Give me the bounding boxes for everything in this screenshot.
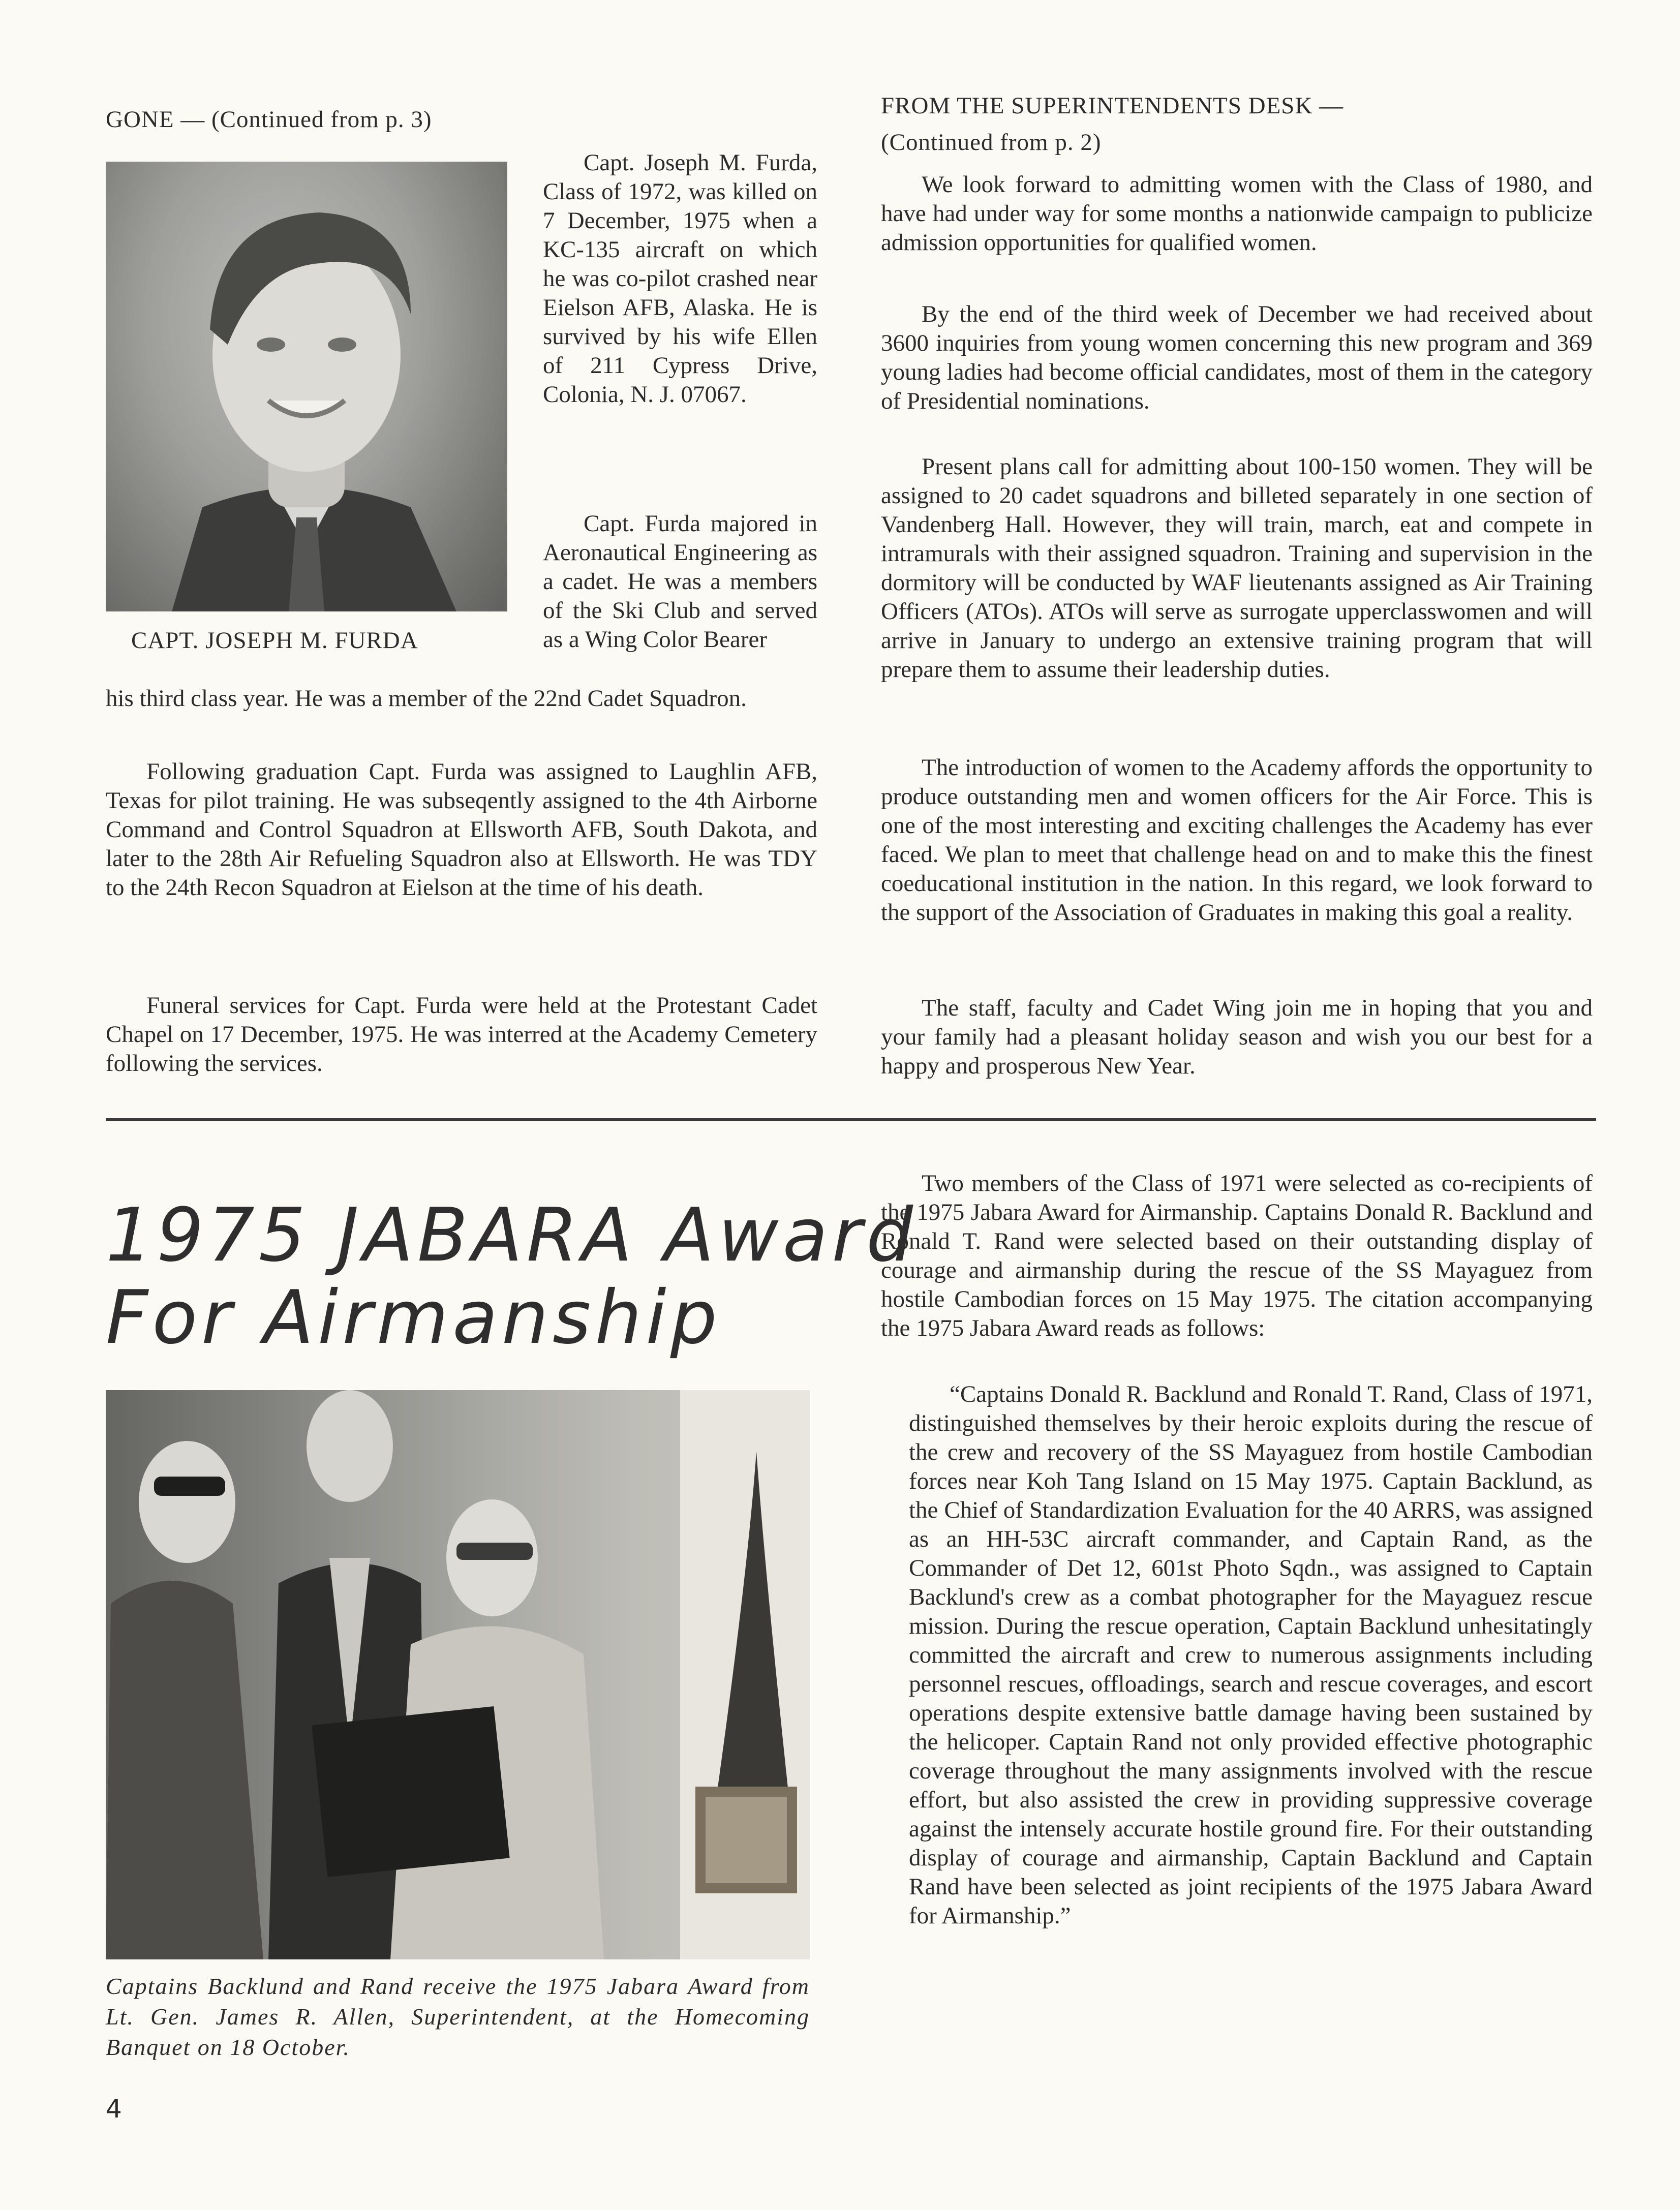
superintendent-paragraph-3: Present plans call for admitting about 100-150 women. They will be assigned to 20 cadet squadrons and billeted separately in one section of Vandenberg Hall. However, they will train, march, eat and compete in intramurals with their assigned squadron. Training and supervision in the dormitory will be conducted by WAF lieutenants assigned as Air Training Officers (ATOs). ATOs will serve as surrogate upperclasswomen and will arrive in January to undergo an extensive training program that will prepare them to assume their leadership duties. — [881, 453, 1593, 683]
jabara-photo-caption: Captains Backlund and Rand receive the 1975 Jabara Award from Lt. Gen. James R. Allen, Superintendent, at the Homecoming Banquet on 18 October. — [106, 1973, 810, 2060]
jabara-award-photo — [106, 1390, 810, 1959]
award-scene-silhouettes — [106, 1390, 810, 1959]
furda-portrait-photo — [106, 162, 507, 611]
jabara-citation-paragraph: “Captains Donald R. Backlund and Ronald T. Rand, Class of 1971, distinguished themselves by their heroic exploits during the rescue of the crew and recovery of the SS Mayaguez from hostile Cambodian forces near Koh Tang Island on 15 May 1975. Captain Backlund, as the Chief of Standardization Evaluation for the 40 ARRS, was assigned as an HH-53C aircraft commander, and Captain Rand, as the Commander of Det 12, 601st Photo Sqdn., was assigned to Captain Backlund's crew as a combat photographer for the Mayaguez rescue mission. During the rescue operation, Captain Backlund unhesitatingly committed the aircraft and crew to numerous assignments including personnel rescues, offloadings, search and rescue coverages, and escort operations despite extensive battle damage having been sustained by the helicoper. Captain Rand not only provided effective photographic coverage throughout the many assignments involved with the rescue effort, but also assisted the crew in providing suppressive coverage against the intensely accurate hostile ground fire. For their outstanding display of courage and airmanship, Captain Backlund and Captain Rand have been selected as joint recipients of the 1975 Jabara Award for Airmanship.” — [909, 1381, 1593, 1929]
furda-intro-paragraph: Capt. Joseph M. Furda, Class of 1972, was killed on 7 December, 1975 when a KC-135 aircraft on which he was co-pilot crashed near Eielson AFB, Alaska. He is survived by his wife Ellen of 211 Cypress Drive, Colonia, N. J. 07067. — [543, 149, 817, 408]
superintendent-kicker: FROM THE SUPERINTENDENTS DESK — — [881, 93, 1344, 119]
furda-assignments-paragraph: Following graduation Capt. Furda was assigned to Laughlin AFB, Texas for pilot training. He was subseqently assigned to the 4th Airborne Command and Control Squadron at Ellsworth AFB, South Dakota, and later to the 28th Air Refueling Squadron also at Ellsworth. He was TDY to the 24th Recon Squadron at Eielson at the time of his death. — [106, 758, 817, 901]
superintendent-paragraph-2: By the end of the third week of December we had received about 3600 inquiries from young women concerning this new program and 369 young ladies had become official candidates, most of them in the category of Presidential nominations. — [881, 301, 1593, 414]
superintendent-paragraph-4: The introduction of women to the Academy affords the opportunity to produce outstanding men and women officers for the Air Force. This is one of the most interesting and exciting challenges the Academy has ever faced. We plan to meet that challenge head on and to make this the finest coeducational institution in the nation. In this regard, we look forward to the support of the Association of Graduates in making this goal a reality. — [881, 754, 1593, 926]
superintendent-subkicker: (Continued from p. 2) — [881, 129, 1102, 156]
superintendent-paragraph-1: We look forward to admitting women with the Class of 1980, and have had under way for some months a nationwide campaign to publicize admission opportunities for qualified women. — [881, 171, 1593, 256]
portrait-silhouette — [106, 162, 507, 611]
furda-continuation-paragraph: his third class year. He was a member of the 22nd Cadet Squadron. — [106, 685, 747, 712]
section-divider — [106, 1118, 1596, 1121]
furda-funeral-paragraph: Funeral services for Capt. Furda were held at the Protestant Cadet Chapel on 17 December, 1975. He was interred at the Academy Cemetery following the services. — [106, 992, 817, 1077]
furda-major-paragraph: Capt. Furda majored in Aeronautical Engineering as a cadet. He was a members of the Ski Club and served as a Wing Color Bearer — [543, 510, 817, 653]
jabara-intro-paragraph: Two members of the Class of 1971 were selected as co-recipients of the 1975 Jabara Award for Airmanship. Captains Donald R. Backlund and Ronald T. Rand were selected based on their outstanding display of courage and airmanship during the rescue of the SS Mayaguez from hostile Cambodian forces on 15 May 1975. The citation accompanying the 1975 Jabara Award reads as follows: — [881, 1170, 1593, 1341]
jabara-headline-line-1: 1975 JABARA Award — [106, 1192, 918, 1278]
gone-kicker: GONE — (Continued from p. 3) — [106, 106, 432, 133]
furda-photo-caption: CAPT. JOSEPH M. FURDA — [131, 627, 418, 654]
page-number: 4 — [106, 2094, 122, 2124]
superintendent-paragraph-5: The staff, faculty and Cadet Wing join me in hoping that you and your family had a pleasant holiday season and wish you our best for a happy and prosperous New Year. — [881, 995, 1593, 1079]
jabara-headline-line-2: For Airmanship — [106, 1275, 721, 1361]
